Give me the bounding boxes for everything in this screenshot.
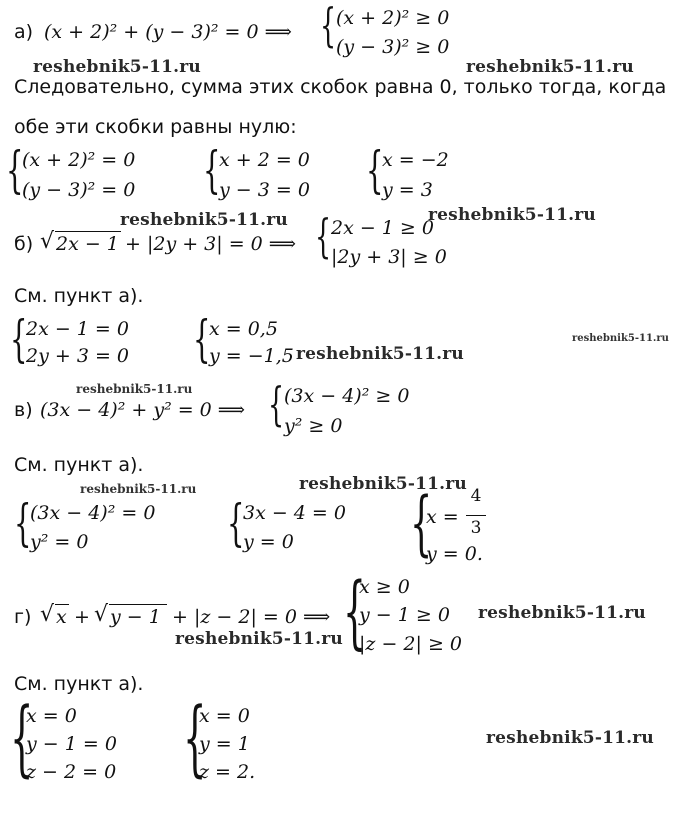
part-v-sol2-row-1: 3x − 4 = 0 — [243, 502, 346, 524]
watermark: reshebnik5-11.ru — [299, 474, 467, 494]
system-brace: { — [366, 141, 384, 199]
system-brace: { — [6, 141, 24, 199]
system-brace: { — [10, 691, 34, 786]
watermark-small: reshebnik5-11.ru — [80, 482, 197, 496]
part-g-plus: + — [74, 606, 90, 628]
part-v-system-row-1: (3x − 4)² ≥ 0 — [284, 385, 410, 407]
part-g-sol1-row-2: y − 1 = 0 — [26, 733, 117, 755]
system-brace: { — [10, 310, 28, 368]
part-b-radicand: 2x − 1 — [56, 233, 119, 255]
part-g-radicand-1: x — [56, 606, 67, 628]
system-brace: { — [14, 494, 32, 552]
sqrt-icon: √ — [40, 229, 55, 254]
part-a-sol3-row-2: y = 3 — [382, 179, 433, 201]
part-a-sol1-row-1: (x + 2)² = 0 — [22, 149, 136, 171]
part-g-system-row-2: y − 1 ≥ 0 — [359, 604, 450, 626]
part-g-system-row-1: x ≥ 0 — [359, 576, 410, 598]
system-brace: { — [183, 691, 207, 786]
part-v-equation: (3x − 4)² + y² = 0 ⟹ — [40, 399, 246, 421]
system-brace: { — [410, 482, 433, 564]
sqrt-icon: √ — [94, 602, 109, 627]
part-v-sol1-row-2: y² = 0 — [30, 531, 89, 553]
watermark: reshebnik5-11.ru — [296, 344, 464, 364]
part-v-sol3-y: y = 0. — [426, 543, 483, 565]
system-brace: { — [315, 209, 332, 263]
part-b-sol2-row-2: y = −1,5 — [209, 345, 294, 367]
part-g-label: г) — [14, 606, 32, 628]
system-brace: { — [343, 565, 366, 658]
part-b-label: б) — [14, 233, 34, 255]
watermark: reshebnik5-11.ru — [120, 210, 288, 230]
part-g-sol1-row-3: z − 2 = 0 — [26, 761, 117, 783]
watermark: reshebnik5-11.ru — [486, 728, 654, 748]
fraction-numerator: 4 — [470, 486, 482, 506]
part-a-sol2-row-1: x + 2 = 0 — [219, 149, 310, 171]
fraction-line — [466, 515, 486, 516]
part-g-sol1-row-1: x = 0 — [26, 705, 77, 727]
explanation-line-2: обе эти скобки равны нулю: — [14, 116, 297, 138]
part-g-system-row-3: |z − 2| ≥ 0 — [359, 633, 462, 655]
part-a-system-row-2: (y − 3)² ≥ 0 — [336, 36, 450, 58]
part-g-see-reference: См. пункт а). — [14, 673, 144, 695]
part-g-radicand-2: y − 1 — [110, 606, 161, 628]
system-brace: { — [320, 0, 337, 52]
part-a-sol1-row-2: (y − 3)² = 0 — [22, 179, 136, 201]
fraction-denominator: 3 — [470, 518, 482, 538]
part-b-sol1-row-2: 2y + 3 = 0 — [26, 345, 129, 367]
watermark: reshebnik5-11.ru — [428, 205, 596, 225]
part-b-sol2-row-1: x = 0,5 — [209, 318, 278, 340]
watermark: reshebnik5-11.ru — [175, 629, 343, 649]
system-brace: { — [268, 377, 285, 431]
part-a-system-row-1: (x + 2)² ≥ 0 — [336, 7, 450, 29]
part-v-system-row-2: y² ≥ 0 — [284, 415, 343, 437]
part-v-see-reference: См. пункт а). — [14, 454, 144, 476]
sqrt-icon: √ — [40, 602, 55, 627]
explanation-line-1: Следовательно, сумма этих скобок равна 0, только тогда, когда — [14, 76, 667, 98]
system-brace: { — [203, 141, 221, 199]
part-b-system-row-2: |2y + 3| ≥ 0 — [331, 246, 447, 268]
part-v-sol3-x: x = — [426, 506, 459, 528]
part-v-sol1-row-1: (3x − 4)² = 0 — [30, 502, 156, 524]
watermark-small: reshebnik5-11.ru — [572, 333, 669, 344]
part-b-system-row-1: 2x − 1 ≥ 0 — [331, 217, 434, 239]
part-b-see-reference: См. пункт а). — [14, 285, 144, 307]
watermark: reshebnik5-11.ru — [478, 603, 646, 623]
watermark-small: reshebnik5-11.ru — [76, 382, 193, 396]
part-g-sol2-row-1: x = 0 — [199, 705, 250, 727]
part-b-equation-rest: + |2y + 3| = 0 ⟹ — [125, 233, 297, 255]
part-a-label: а) — [14, 21, 34, 43]
part-g-sol2-row-2: y = 1 — [199, 733, 250, 755]
part-a-sol3-row-1: x = −2 — [382, 149, 449, 171]
part-g-equation-rest: + |z − 2| = 0 ⟹ — [172, 606, 331, 628]
watermark: reshebnik5-11.ru — [466, 57, 634, 77]
part-b-sol1-row-1: 2x − 1 = 0 — [26, 318, 129, 340]
part-v-label: в) — [14, 399, 33, 421]
part-a-sol2-row-2: y − 3 = 0 — [219, 179, 310, 201]
part-a-equation: (x + 2)² + (y − 3)² = 0 ⟹ — [44, 21, 292, 43]
system-brace: { — [227, 494, 245, 552]
part-v-sol2-row-2: y = 0 — [243, 531, 294, 553]
watermark: reshebnik5-11.ru — [33, 57, 201, 77]
system-brace: { — [193, 310, 211, 368]
part-g-sol2-row-3: z = 2. — [199, 761, 256, 783]
